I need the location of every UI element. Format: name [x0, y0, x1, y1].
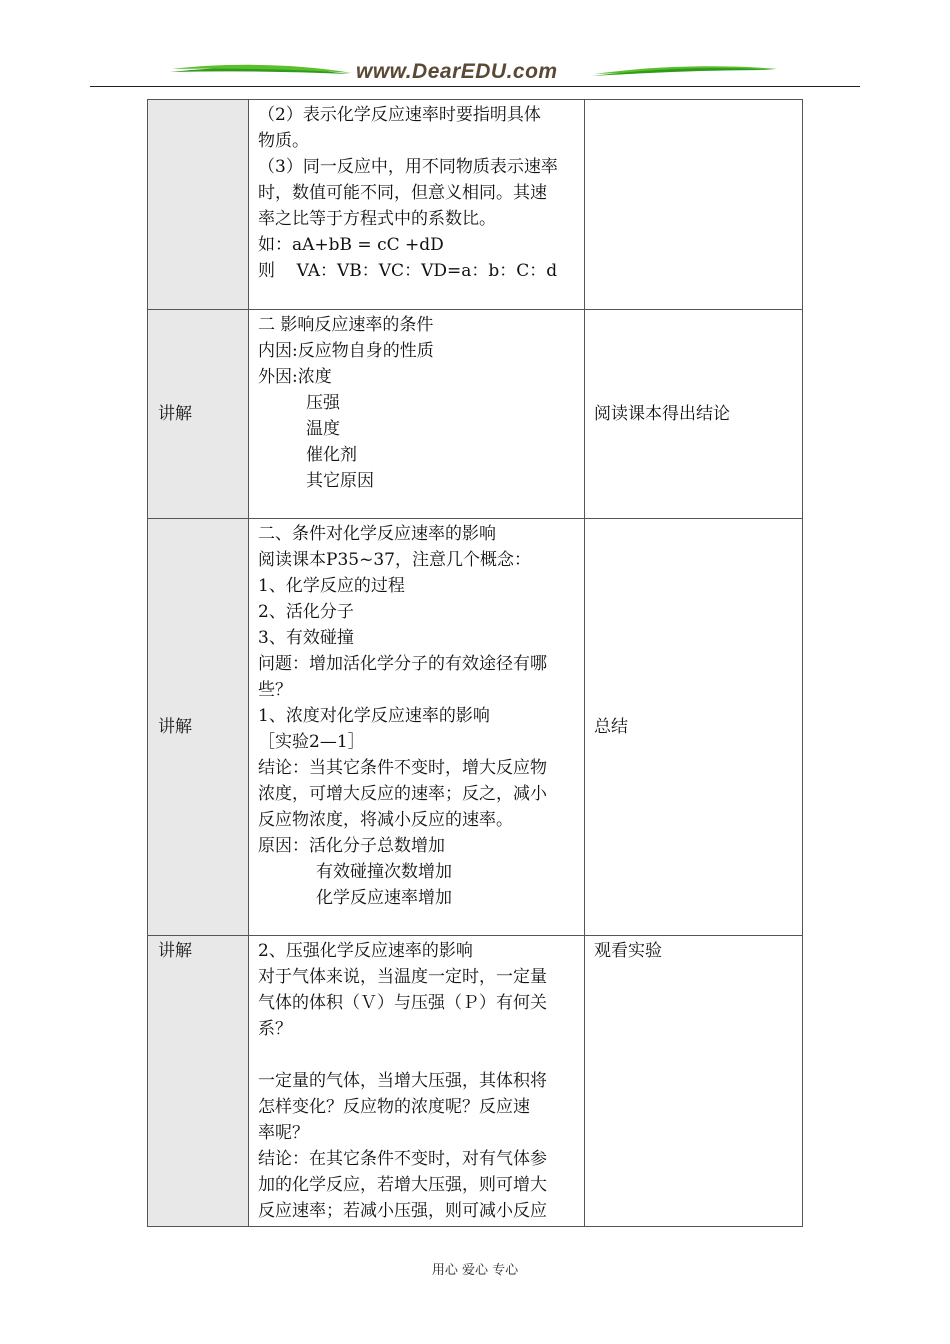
- content-line: 压强: [306, 393, 340, 413]
- content-line: 结论：当其它条件不变时，增大反应物: [258, 758, 547, 778]
- row-label-cell: [148, 519, 249, 936]
- content-line: 率呢？: [258, 1123, 309, 1143]
- content-line: 二 影响反应速率的条件: [258, 315, 434, 335]
- student-activity-text: 阅读课本得出结论: [594, 404, 730, 424]
- content-line: 其它原因: [306, 471, 374, 491]
- student-activity-cell: [585, 100, 803, 310]
- content-cell: [249, 310, 585, 519]
- student-activity-cell: [585, 519, 803, 936]
- content-line: 温度: [306, 419, 340, 439]
- content-line: 催化剂: [306, 445, 357, 465]
- content-line: 二、条件对化学反应速率的影响: [258, 524, 496, 544]
- content-line: 化学反应速率增加: [316, 888, 452, 908]
- content-line: 3、有效碰撞: [258, 628, 354, 648]
- lesson-table: [147, 99, 803, 1227]
- site-logo-text: www.DearEDU.com: [356, 60, 558, 83]
- content-line: 阅读课本P35~37，注意几个概念：: [258, 550, 531, 570]
- content-line: 2、活化分子: [258, 602, 354, 622]
- content-line: 加的化学反应，若增大压强，则可增大: [258, 1175, 547, 1195]
- student-activity-text: 总结: [594, 717, 628, 737]
- content-line: 一定量的气体，当增大压强，其体积将: [258, 1071, 547, 1091]
- content-line: 结论：在其它条件不变时，对有气体参: [258, 1149, 547, 1169]
- student-activity-cell: [585, 936, 803, 1227]
- content-line: ［实验2—1］: [258, 732, 365, 752]
- student-activity-text: 观看实验: [594, 941, 662, 961]
- row-label: 讲解: [158, 717, 192, 737]
- row-label-cell: [148, 936, 249, 1227]
- content-cell: [249, 936, 585, 1227]
- row-label-cell: [148, 310, 249, 519]
- table-row: [148, 936, 803, 1227]
- content-line: 如：aA+bB = cC +dD: [258, 235, 444, 255]
- content-line: 气体的体积（Ｖ）与压强（Ｐ）有何关: [258, 993, 547, 1013]
- content-line: （3）同一反应中，用不同物质表示速率: [258, 157, 558, 177]
- content-line: 反应速率；若减小压强，则可减小反应: [258, 1201, 547, 1221]
- header-rule: [90, 86, 860, 87]
- content-line: 物质。: [258, 131, 309, 151]
- content-line: （2）表示化学反应速率时要指明具体: [258, 105, 541, 125]
- content-line: 对于气体来说，当温度一定时，一定量: [258, 967, 547, 987]
- content-line: 1、浓度对化学反应速率的影响: [258, 706, 490, 726]
- content-line: 浓度，可增大反应的速率；反之，减小: [258, 784, 547, 804]
- content-cell: [249, 519, 585, 936]
- table-row: [148, 519, 803, 936]
- content-line: 外因:浓度: [258, 367, 332, 387]
- content-line: 有效碰撞次数增加: [316, 862, 452, 882]
- content-line: 系？: [258, 1019, 292, 1039]
- content-line: 2、压强化学反应速率的影响: [258, 941, 473, 961]
- blank-line: [258, 1042, 578, 1068]
- row-label: 讲解: [158, 404, 192, 424]
- row-label-cell: [148, 100, 249, 310]
- content-line: 些？: [258, 680, 292, 700]
- content-line: 时，数值可能不同，但意义相同。其速: [258, 183, 547, 203]
- row-label: 讲解: [158, 941, 192, 961]
- content-line: 率之比等于方程式中的系数比。: [258, 209, 496, 229]
- page-footer: 用心 爱心 专心: [431, 1263, 519, 1278]
- content-line: 怎样变化？反应物的浓度呢？反应速: [258, 1097, 530, 1117]
- content-line: 问题：增加活化学分子的有效途径有哪: [258, 654, 547, 674]
- content-line: 1、化学反应的过程: [258, 576, 405, 596]
- content-line: 则 VA：VB：VC：VD=a：b：C：d: [258, 261, 558, 281]
- page-header: [0, 0, 950, 95]
- student-activity-cell: [585, 310, 803, 519]
- content-cell: [249, 100, 585, 310]
- content-line: 反应物浓度，将减小反应的速率。: [258, 810, 513, 830]
- content-line: 原因：活化分子总数增加: [258, 836, 445, 856]
- table-row: [148, 310, 803, 519]
- table-row: [148, 100, 803, 310]
- content-line: 内因:反应物自身的性质: [258, 341, 434, 361]
